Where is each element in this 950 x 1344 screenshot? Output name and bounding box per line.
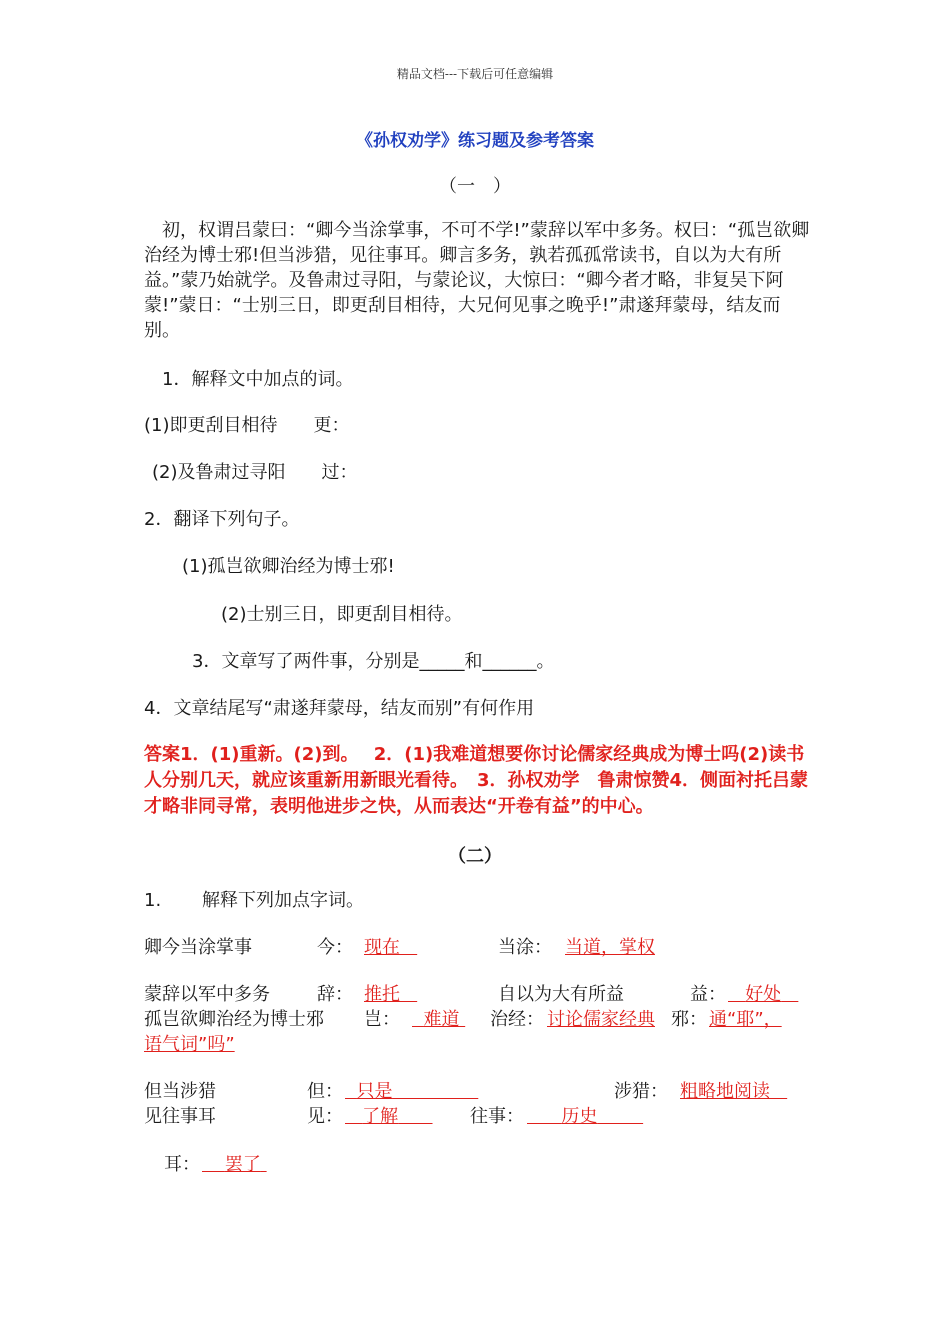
- r3b-key: 治经：: [490, 1009, 544, 1030]
- r1b-answer: 当道，掌权: [565, 937, 655, 958]
- question-2-1: (1)孤岂欲卿治经为博士邪!: [182, 556, 395, 577]
- r1-answer: 现在: [364, 937, 400, 958]
- r3c-key: 邪：: [671, 1009, 707, 1030]
- r5-label: 见往事耳: [144, 1106, 216, 1127]
- passage: 初，权谓吕蒙曰：“卿今当涂掌事，不可不学!”蒙辞以军中多务。权曰：“孤岂欲卿治经为博士邪!但当涉猎，见往事耳。卿言多务，孰若孤孤常读书，自以为大有所益。”蒙乃始就学。及鲁肃过寻阳，与蒙论议，大惊曰：“卿今者才略，非复吴下阿蒙!”蒙日：“士别三日，即更刮目相待，大兄何见事之晚乎!”肃遂拜蒙母，结友而别。: [144, 220, 810, 341]
- question-2-2: (2)士别三日，即更刮目相待。: [221, 604, 463, 625]
- r4b-key: 涉猎：: [614, 1081, 668, 1102]
- question-1: 1．解释文中加点的词。: [162, 369, 354, 390]
- r2b-label: 自以为大有所益: [498, 984, 624, 1005]
- r6-key: 耳：: [164, 1154, 200, 1175]
- document-title: 《孙权劝学》练习题及参考答案: [356, 131, 594, 151]
- r4-key: 但：: [307, 1081, 343, 1102]
- r5-answer: 了解: [362, 1106, 399, 1127]
- r4b-answer: 粗略地阅读: [680, 1081, 770, 1102]
- r3c-answer-1: 通“耶”，: [709, 1009, 782, 1030]
- r4-label: 但当涉猎: [144, 1081, 216, 1102]
- r1-label: 卿今当涂掌事: [144, 937, 252, 958]
- question-2: 2．翻译下列句子。: [144, 509, 300, 530]
- r5-key: 见：: [307, 1106, 343, 1127]
- r1-key: 今：: [317, 937, 353, 958]
- question-1-1: (1)即更刮目相待 更：: [144, 415, 350, 436]
- r3b-answer: 讨论儒家经典: [547, 1009, 655, 1030]
- page-header: 精品文档---下载后可任意编辑: [396, 67, 554, 81]
- r1b-key: 当涂：: [498, 937, 552, 958]
- r2-key: 辞：: [317, 984, 353, 1005]
- question-1-2: (2)及鲁肃过寻阳 过：: [152, 462, 358, 483]
- r2-answer: 推托: [364, 984, 400, 1005]
- question-4: 4．文章结尾写“肃遂拜蒙母，结友而别”有何作用: [144, 698, 535, 719]
- r3-label: 孤岂欲卿治经为博士邪: [144, 1009, 324, 1030]
- r2-label: 蒙辞以军中多务: [144, 984, 270, 1005]
- r3-key: 岂：: [364, 1009, 400, 1030]
- r2b-key: 益：: [690, 984, 726, 1005]
- r2b-answer: 好处: [745, 984, 782, 1005]
- r3c-answer-2: 语气词”吗”: [144, 1034, 235, 1055]
- section-2-heading: （二）: [448, 846, 502, 867]
- r5b-key: 往事：: [470, 1106, 524, 1127]
- r3-answer: 难道: [423, 1009, 460, 1030]
- r4-answer: 只是: [356, 1081, 393, 1102]
- section-1-heading: （一 ）: [439, 176, 511, 197]
- r5b-answer: 历史: [561, 1106, 598, 1127]
- r6-answer: 罢了: [224, 1154, 261, 1175]
- answer-block: 答案1．(1)重新。(2)到。 2．(1)我难道想要你讨论儒家经典成为博士吗(2)读书人分别几天，就应该重新用新眼光看待。 3．孙权劝学 鲁肃惊赞4．侧面衬托吕蒙才略非同寻常，表明他进步之快，从而表达“开卷有益”的中心。: [144, 744, 809, 817]
- s2-question-1-text: 解释下列加点字词。: [202, 890, 364, 911]
- question-3: 3．文章写了两件事，分别是_____和______。: [192, 651, 555, 672]
- s2-question-1-number: 1.: [144, 890, 162, 911]
